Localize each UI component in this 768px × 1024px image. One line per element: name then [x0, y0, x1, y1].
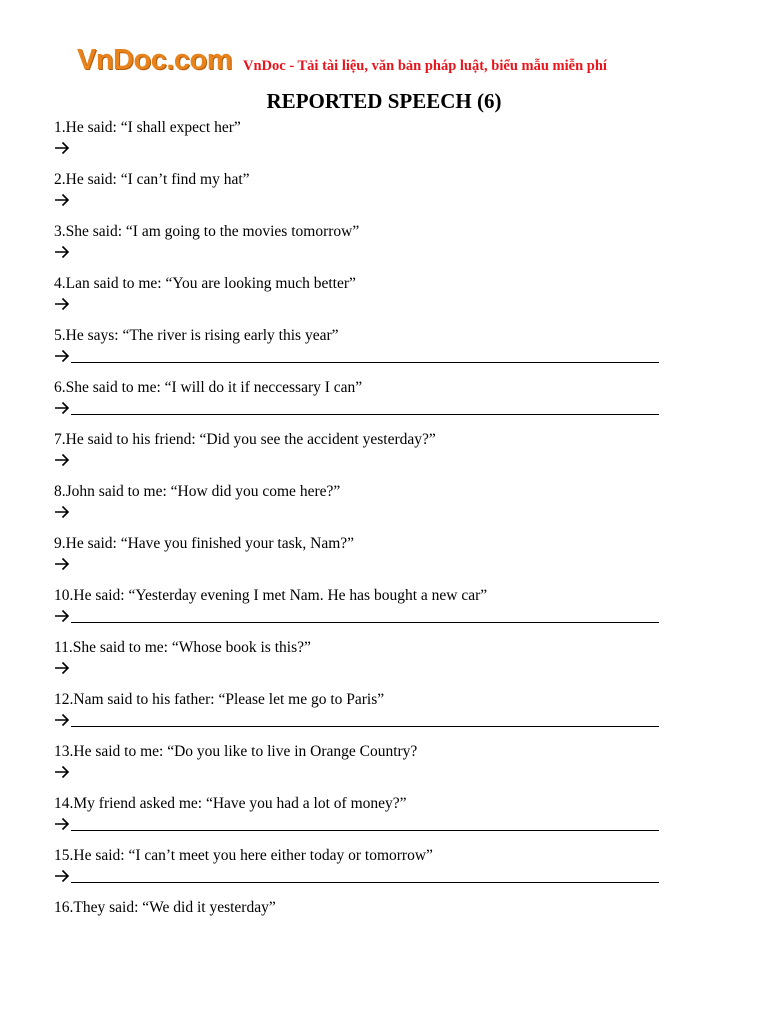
answer-line[interactable] [71, 830, 659, 831]
question-text: 2.He said: “I can’t find my hat” [54, 171, 250, 188]
arrow-right-icon [54, 244, 70, 260]
answer-line[interactable] [71, 726, 659, 727]
page-title: REPORTED SPEECH (6) [266, 89, 502, 113]
arrow-right-icon [54, 400, 70, 416]
answer-line[interactable] [71, 622, 659, 623]
arrow-right-icon [54, 348, 70, 364]
answer-row[interactable] [54, 398, 664, 422]
question-text: 6.She said to me: “I will do it if neccessary I can” [54, 379, 363, 396]
arrow-right-icon [54, 608, 70, 624]
vndoc-logo[interactable]: VnDoc.com [77, 44, 233, 76]
question-text: 14.My friend asked me: “Have you had a lot of money?” [54, 795, 407, 812]
answer-row [54, 450, 664, 474]
question-text: 3.She said: “I am going to the movies tomorrow” [54, 223, 360, 240]
answer-line[interactable] [71, 882, 659, 883]
arrow-right-icon [54, 556, 70, 572]
answer-row [54, 294, 664, 318]
question-text: 10.He said: “Yesterday evening I met Nam. He has bought a new car” [54, 587, 488, 604]
arrow-right-icon [54, 712, 70, 728]
answer-row [54, 242, 664, 266]
arrow-right-icon [54, 452, 70, 468]
question-text: 4.Lan said to me: “You are looking much better” [54, 275, 356, 292]
answer-row[interactable] [54, 710, 664, 734]
header-tagline: VnDoc - Tải tài liệu, văn bản pháp luật, biểu mẫu miễn phí [243, 58, 607, 74]
question-text: 1.He said: “I shall expect her” [54, 119, 241, 136]
arrow-right-icon [54, 504, 70, 520]
arrow-right-icon [54, 868, 70, 884]
answer-row [54, 762, 664, 786]
question-text: 12.Nam said to his father: “Please let me go to Paris” [54, 691, 385, 708]
question-text: 8.John said to me: “How did you come here?” [54, 483, 341, 500]
arrow-right-icon [54, 816, 70, 832]
question-text: 13.He said to me: “Do you like to live in Orange Country? [54, 743, 418, 760]
question-text: 11.She said to me: “Whose book is this?” [54, 639, 311, 656]
question-list [54, 118, 664, 918]
arrow-right-icon [54, 192, 70, 208]
question-text: 7.He said to his friend: “Did you see the accident yesterday?” [54, 431, 436, 448]
answer-row [54, 190, 664, 214]
answer-row [54, 138, 664, 162]
answer-row[interactable] [54, 866, 664, 890]
arrow-right-icon [54, 660, 70, 676]
arrow-right-icon [54, 296, 70, 312]
answer-row[interactable] [54, 814, 664, 838]
answer-line[interactable] [71, 414, 659, 415]
question-text: 15.He said: “I can’t meet you here either today or tomorrow” [54, 847, 433, 864]
arrow-right-icon [54, 764, 70, 780]
answer-row[interactable] [54, 606, 664, 630]
answer-row [54, 554, 664, 578]
answer-row [54, 658, 664, 682]
answer-row[interactable] [54, 346, 664, 370]
answer-row [54, 502, 664, 526]
arrow-right-icon [54, 140, 70, 156]
answer-line[interactable] [71, 362, 659, 363]
question-text: 16.They said: “We did it yesterday” [54, 899, 276, 916]
question-text: 5.He says: “The river is rising early this year” [54, 327, 339, 344]
question-text: 9.He said: “Have you finished your task, Nam?” [54, 535, 355, 552]
